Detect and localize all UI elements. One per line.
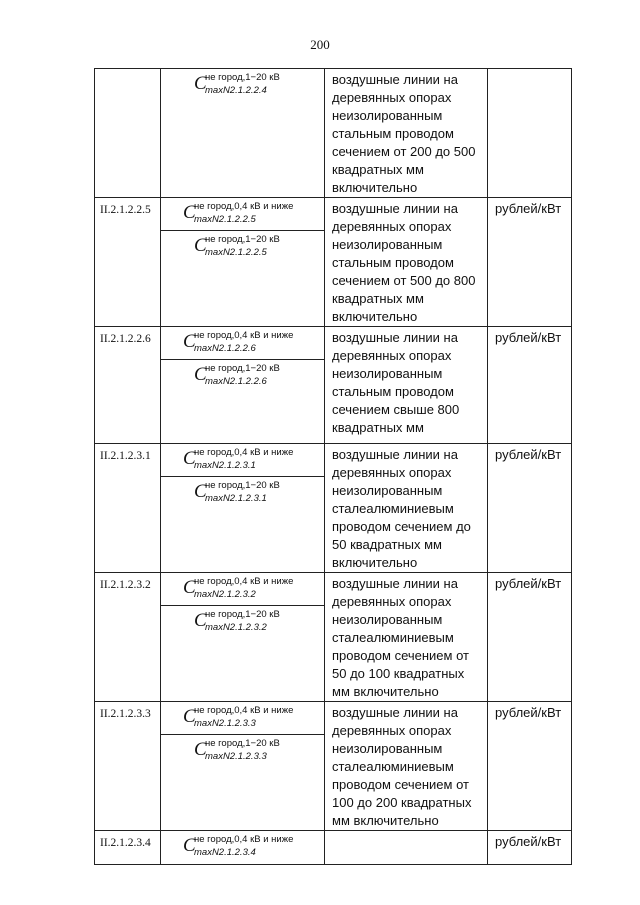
description-line: проводом сечением от (332, 777, 469, 792)
tariff-table (94, 68, 572, 865)
formula-subscript: maxN2.1.2.2.6 (205, 376, 267, 387)
table-row (95, 69, 572, 198)
description-line: 100 до 200 квадратных (332, 795, 472, 810)
description-line: сечением свыше 800 (332, 402, 460, 417)
description-line: деревянных опорах (332, 219, 452, 234)
description-line: воздушные линии на (332, 72, 458, 87)
description-line: неизолированным (332, 237, 443, 252)
description-line: деревянных опорах (332, 90, 452, 105)
formula-subscript: maxN2.1.2.3.1 (205, 493, 267, 504)
description-cell (325, 327, 488, 444)
formula-subscript: maxN2.1.2.3.3 (205, 751, 267, 762)
unit-cell: рублей/кВт (488, 702, 572, 831)
formula-letter: C (183, 448, 196, 469)
description-line: стальным проводом (332, 384, 454, 399)
description-line: неизолированным (332, 366, 443, 381)
formula-letter: C (194, 481, 207, 502)
description-line: стальным проводом (332, 126, 454, 141)
formula-superscript: не город,0,4 кВ и ниже (194, 201, 294, 212)
formula-letter: C (183, 331, 196, 352)
formula-symbol (161, 198, 324, 230)
description-cell (325, 198, 488, 327)
description-line: неизолированным (332, 741, 443, 756)
row-code: II.2.1.2.3.3 (95, 702, 161, 831)
formula-letter: C (194, 739, 207, 760)
description-line: 50 квадратных мм (332, 537, 442, 552)
formula-superscript: не город,1−20 кВ (205, 72, 280, 83)
formula-subscript: maxN2.1.2.2.5 (205, 247, 267, 258)
description-line: деревянных опорах (332, 594, 452, 609)
unit-cell: рублей/кВт (488, 198, 572, 327)
description-line: мм включительно (332, 684, 439, 699)
formula-symbol (161, 327, 324, 359)
description-line: сечением от 200 до 500 (332, 144, 476, 159)
description-cell (325, 444, 488, 573)
formula-superscript: не город,0,4 кВ и ниже (194, 576, 294, 587)
description-line: 50 до 100 квадратных (332, 666, 465, 681)
formula-superscript: не город,0,4 кВ и ниже (194, 447, 294, 458)
formula-symbol (161, 359, 324, 392)
description-line: проводом сечением до (332, 519, 471, 534)
formula-cell (161, 702, 325, 831)
formula-superscript: не город,1−20 кВ (205, 480, 280, 491)
formula-superscript: не город,0,4 кВ и ниже (194, 705, 294, 716)
formula-superscript: не город,0,4 кВ и ниже (194, 834, 294, 845)
table-row (95, 198, 572, 327)
description-line: включительно (332, 555, 418, 570)
description-line: стальным проводом (332, 255, 454, 270)
formula-subscript: maxN2.1.2.3.4 (194, 847, 256, 858)
formula-cell (161, 831, 325, 865)
description-line: неизолированным (332, 612, 443, 627)
description-line: воздушные линии на (332, 576, 458, 591)
unit-cell (488, 69, 572, 198)
unit-cell: рублей/кВт (488, 831, 572, 865)
table-row (95, 444, 572, 573)
description-cell (325, 702, 488, 831)
formula-letter: C (194, 364, 207, 385)
table-row (95, 831, 572, 865)
description-line: включительно (332, 309, 418, 324)
row-code: II.2.1.2.3.4 (95, 831, 161, 865)
formula-cell (161, 69, 325, 198)
formula-cell (161, 198, 325, 327)
formula-subscript: maxN2.1.2.2.6 (194, 343, 256, 354)
description-line: неизолированным (332, 108, 443, 123)
description-line: неизолированным (332, 483, 443, 498)
formula-letter: C (183, 835, 196, 856)
formula-letter: C (194, 610, 207, 631)
formula-cell (161, 444, 325, 573)
formula-letter: C (183, 706, 196, 727)
formula-superscript: не город,1−20 кВ (205, 363, 280, 374)
formula-superscript: не город,1−20 кВ (205, 234, 280, 245)
formula-subscript: maxN2.1.2.3.2 (194, 589, 256, 600)
description-line: деревянных опорах (332, 348, 452, 363)
description-cell (325, 831, 488, 865)
description-line: деревянных опорах (332, 465, 452, 480)
description-line: квадратных мм (332, 162, 424, 177)
row-code: II.2.1.2.3.2 (95, 573, 161, 702)
unit-cell: рублей/кВт (488, 573, 572, 702)
description-line: включительно (332, 180, 418, 195)
formula-subscript: maxN2.1.2.3.2 (205, 622, 267, 633)
formula-subscript: maxN2.1.2.2.5 (194, 214, 256, 225)
table-row (95, 327, 572, 444)
description-cell (325, 69, 488, 198)
formula-symbol (161, 605, 324, 638)
description-line: воздушные линии на (332, 705, 458, 720)
formula-subscript: maxN2.1.2.3.3 (194, 718, 256, 729)
formula-cell (161, 573, 325, 702)
description-cell (325, 573, 488, 702)
formula-subscript: maxN2.1.2.3.1 (194, 460, 256, 471)
formula-symbol (161, 476, 324, 509)
description-line: квадратных мм (332, 420, 424, 435)
page-number: 200 (310, 37, 330, 52)
row-code (95, 69, 161, 198)
description-line: воздушные линии на (332, 201, 458, 216)
formula-superscript: не город,0,4 кВ и ниже (194, 330, 294, 341)
formula-subscript: maxN2.1.2.2.4 (205, 85, 267, 96)
description-line: деревянных опорах (332, 723, 452, 738)
description-line: квадратных мм (332, 291, 424, 306)
formula-letter: C (194, 73, 207, 94)
formula-symbol (161, 69, 324, 101)
unit-cell: рублей/кВт (488, 444, 572, 573)
formula-letter: C (194, 235, 207, 256)
formula-letter: C (183, 577, 196, 598)
formula-symbol (161, 734, 324, 767)
table-row (95, 702, 572, 831)
formula-letter: C (183, 202, 196, 223)
unit-cell: рублей/кВт (488, 327, 572, 444)
formula-symbol (161, 831, 324, 863)
formula-cell (161, 327, 325, 444)
row-code: II.2.1.2.2.6 (95, 327, 161, 444)
formula-symbol (161, 702, 324, 734)
formula-symbol (161, 573, 324, 605)
formula-superscript: не город,1−20 кВ (205, 609, 280, 620)
formula-symbol (161, 444, 324, 476)
row-code: II.2.1.2.2.5 (95, 198, 161, 327)
description-line: воздушные линии на (332, 330, 458, 345)
description-line: сталеалюминиевым (332, 759, 454, 774)
row-code: II.2.1.2.3.1 (95, 444, 161, 573)
formula-symbol (161, 230, 324, 263)
description-line: сечением от 500 до 800 (332, 273, 476, 288)
description-line: мм включительно (332, 813, 439, 828)
description-line: проводом сечением от (332, 648, 469, 663)
description-line: сталеалюминиевым (332, 630, 454, 645)
description-line: воздушные линии на (332, 447, 458, 462)
description-line: сталеалюминиевым (332, 501, 454, 516)
table-row (95, 573, 572, 702)
formula-superscript: не город,1−20 кВ (205, 738, 280, 749)
